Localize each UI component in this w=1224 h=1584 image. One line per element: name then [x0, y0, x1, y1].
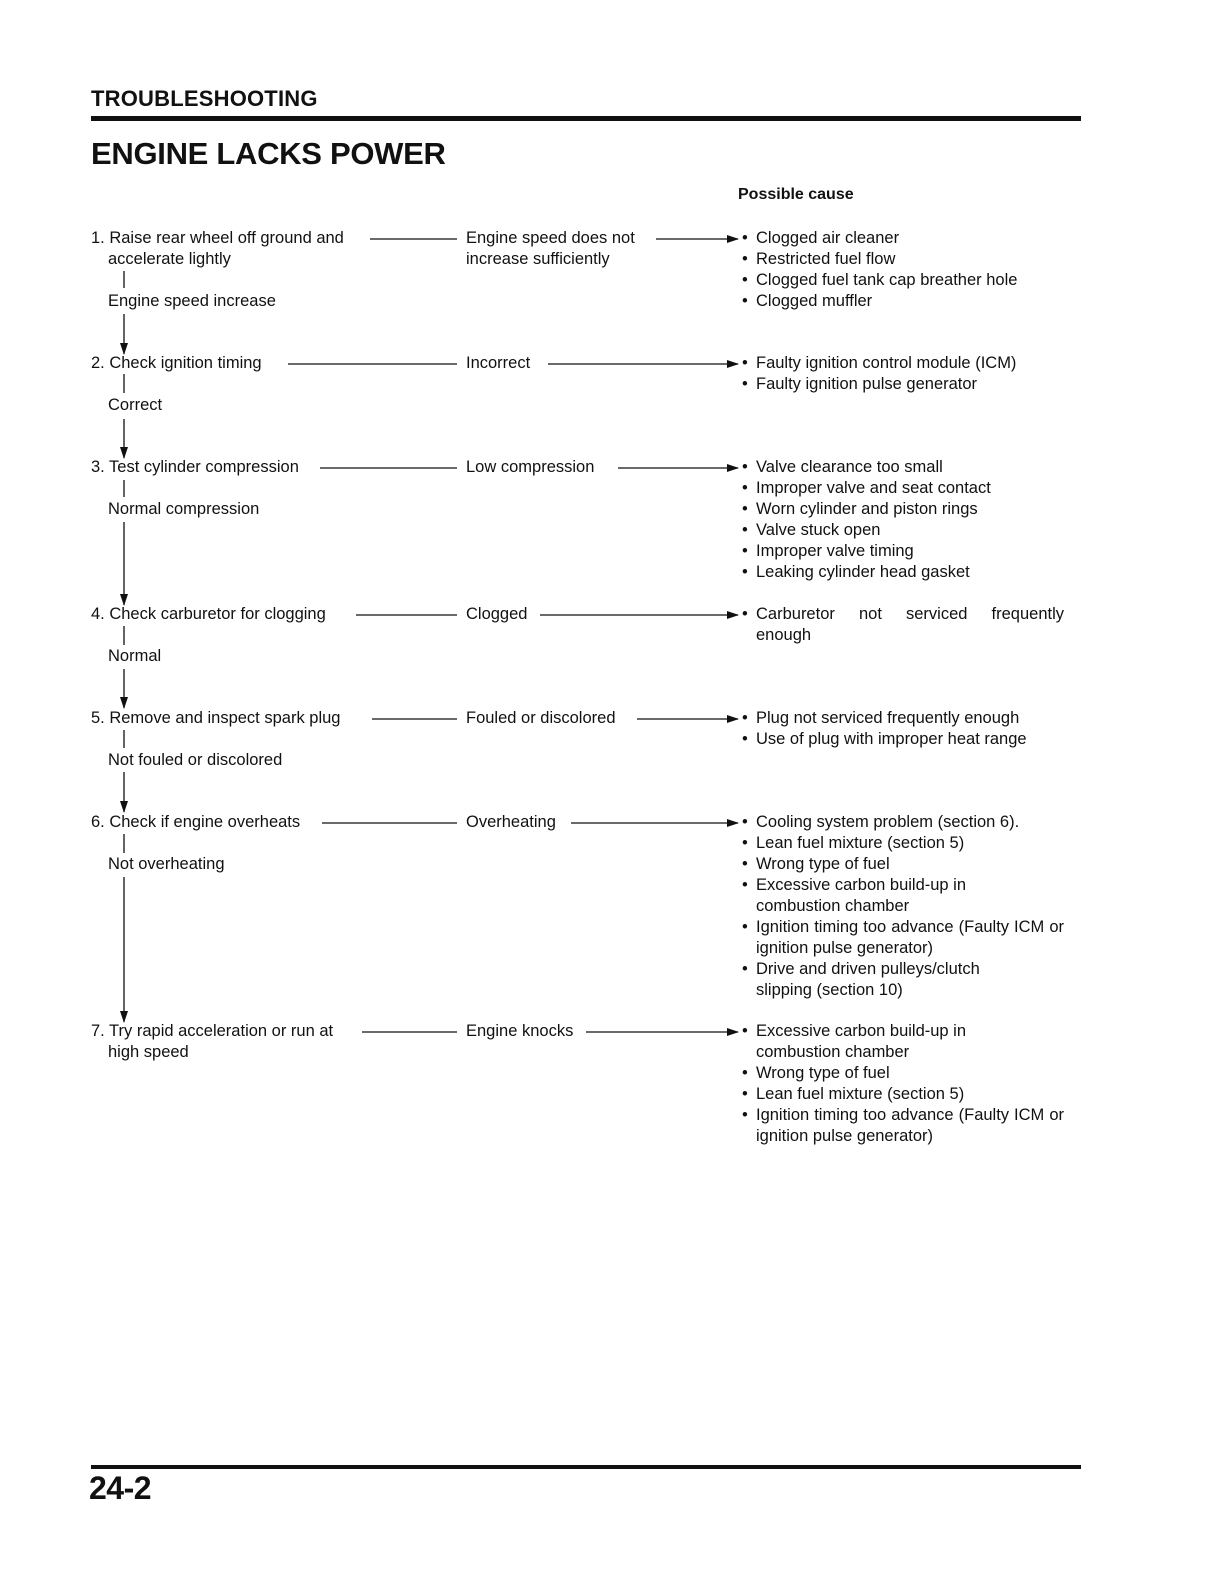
result-line: Incorrect	[466, 354, 531, 372]
check-line: 5. Remove and inspect spark plug	[91, 709, 341, 727]
result-7	[466, 1021, 573, 1042]
result-line: Low compression	[466, 458, 595, 476]
check-line: 6. Check if engine overheats	[91, 813, 301, 831]
result-1	[466, 228, 635, 270]
cause-item: • Improper valve timing	[739, 541, 991, 562]
check-line: 1. Raise rear wheel off ground and	[91, 229, 344, 247]
check-step-3	[91, 457, 299, 478]
result-line: Engine knocks	[466, 1022, 574, 1040]
cause-item: • Valve clearance too small	[739, 457, 991, 478]
cause-item: • Wrong type of fuel	[739, 854, 1064, 875]
result-2	[466, 353, 530, 374]
check-line: 7. Try rapid acceleration or run at	[91, 1022, 334, 1040]
check-step-7	[91, 1021, 333, 1063]
cause-item: • Wrong type of fuel	[739, 1063, 1064, 1084]
cause-item: • Leaking cylinder head gasket	[739, 562, 991, 583]
ok-label-5: Not fouled or discolored	[108, 751, 283, 769]
section-label: TROUBLESHOOTING	[91, 86, 318, 111]
ok-label-3: Normal compression	[108, 500, 260, 518]
cause-item: • Cooling system problem (section 6).	[739, 812, 1064, 833]
result-5	[466, 708, 616, 729]
check-line: 3. Test cylinder compression	[91, 458, 299, 476]
check-line: high speed	[108, 1043, 189, 1061]
cause-item: • Lean fuel mixture (section 5)	[739, 833, 1064, 854]
possible-cause-heading: Possible cause	[738, 186, 854, 203]
page-number: 24-2	[89, 1470, 152, 1506]
ok-label-4: Normal	[108, 647, 162, 665]
ok-label-6: Not overheating	[108, 855, 225, 873]
check-line: accelerate lightly	[108, 250, 231, 268]
result-line: Overheating	[466, 813, 556, 831]
causes-6	[739, 812, 1064, 1001]
check-line: 2. Check ignition timing	[91, 354, 262, 372]
result-line: Clogged	[466, 605, 528, 623]
check-step-6	[91, 812, 300, 833]
footer-rule	[91, 1465, 1081, 1469]
cause-item: • Worn cylinder and piston rings	[739, 499, 991, 520]
cause-item: • Faulty ignition pulse generator	[739, 374, 1016, 395]
result-3	[466, 457, 594, 478]
cause-item: • Improper valve and seat contact	[739, 478, 991, 499]
cause-item: • Use of plug with improper heat range	[739, 729, 1027, 750]
ok-label-2: Correct	[108, 396, 163, 414]
cause-item: • Faulty ignition control module (ICM)	[739, 353, 1016, 374]
result-line: Fouled or discolored	[466, 709, 616, 727]
cause-item: • Ignition timing too advance (Faulty ICM or ignition pulse generator)	[739, 917, 1064, 959]
cause-item: • Ignition timing too advance (Faulty ICM or ignition pulse generator)	[739, 1105, 1064, 1147]
result-4	[466, 604, 527, 625]
cause-item: • Clogged fuel tank cap breather hole	[739, 270, 1017, 291]
check-line: 4. Check carburetor for clogging	[91, 605, 326, 623]
result-line: increase sufficiently	[466, 250, 610, 268]
check-step-2	[91, 353, 262, 374]
check-step-1	[91, 228, 344, 270]
cause-item: • Plug not serviced frequently enough	[739, 708, 1027, 729]
cause-item: • Excessive carbon build-up in combustion chamber	[739, 875, 1006, 917]
causes-2	[739, 353, 1016, 395]
cause-item: • Excessive carbon build-up in combustion chamber	[739, 1021, 1006, 1063]
causes-5	[739, 708, 1027, 750]
causes-4	[739, 604, 1064, 646]
ok-label-1: Engine speed increase	[108, 292, 276, 310]
cause-item: • Lean fuel mixture (section 5)	[739, 1084, 1064, 1105]
causes-3	[739, 457, 991, 583]
causes-7	[739, 1021, 1064, 1147]
cause-item: • Restricted fuel flow	[739, 249, 1017, 270]
cause-item: • Clogged muffler	[739, 291, 1017, 312]
cause-item: • Valve stuck open	[739, 520, 991, 541]
check-step-5	[91, 708, 340, 729]
result-line: Engine speed does not	[466, 229, 635, 247]
page-title: ENGINE LACKS POWER	[91, 136, 446, 171]
cause-item: • Clogged air cleaner	[739, 228, 1017, 249]
cause-item: • Carburetor not serviced frequently enough	[739, 604, 1064, 646]
cause-item: • Drive and driven pulleys/clutch slipping (section 10)	[739, 959, 1006, 1001]
check-step-4	[91, 604, 326, 625]
causes-1	[739, 228, 1017, 312]
result-6	[466, 812, 556, 833]
